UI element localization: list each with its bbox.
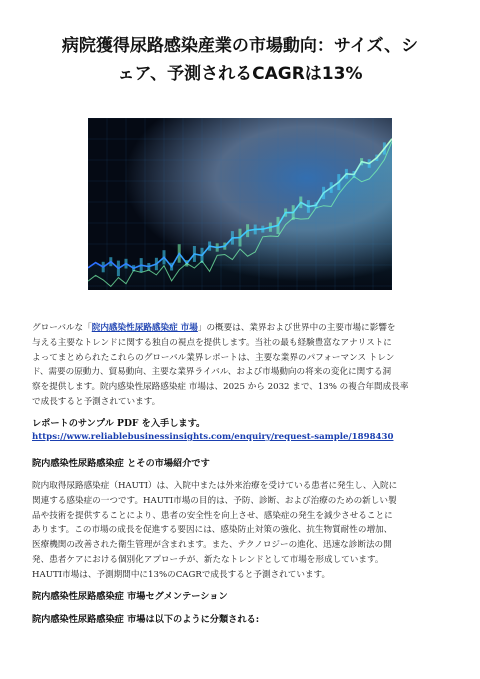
segmentation-heading: 院内感染性尿路感染症 市場セグメンテーション xyxy=(32,591,228,602)
intro-line-1 xyxy=(32,321,452,336)
body-line-2: 関連する感染症の一つです。HAUTI市場の目的は、予防、診断、および治療のための新しい製 xyxy=(32,495,397,506)
intro-heading: 院内感染性尿路感染症 とその市場紹介です xyxy=(32,458,210,469)
intro-line-5: 察を提供します。院内感染性尿路感染症 市場は、2025 から 2032 まで、13% の複合年間成長率 xyxy=(32,382,409,393)
body-line-6: 発、患者ケアにおける個別化アプローチが、新たなトレンドとして市場を形成しています。 xyxy=(32,554,384,565)
body-line-3: 品や技術を提供することにより、患者の安全性を向上させ、感染症の発生を減少させることに xyxy=(32,510,393,521)
page-title xyxy=(28,32,452,88)
body-line-7: HAUTI市場は、予測期間中に13%のCAGRで成長すると予測されています。 xyxy=(32,569,331,580)
intro-paragraph xyxy=(32,321,452,410)
title-line-1: 病院獲得尿路感染産業の市場動向：サイズ、シ xyxy=(61,36,419,56)
intro-line-1-before: グローバルな「 xyxy=(32,323,92,333)
market-description xyxy=(32,479,452,583)
intro-line-3: よってまとめられたこれらのグローバル業界レポートは、主要な業界のパフォーマンス トレン xyxy=(32,352,395,363)
intro-line-6: で成長すると予測されています。 xyxy=(32,396,161,407)
body-line-5: 医療機関の改善された衛生管理が含まれます。また、テクノロジーの進化、迅速な診断法の開 xyxy=(32,540,392,551)
body-line-4: あります。この市場の成長を促進する要因には、感染防止対策の強化、抗生物質耐性の増加、 xyxy=(32,525,393,536)
classification-heading: 院内感染性尿路感染症 市場は以下のように分類される: xyxy=(32,614,260,625)
sample-pdf-label: レポートのサンプル PDF を入手します。 xyxy=(32,418,206,429)
title-line-2: ェア、予測されるCAGRは13% xyxy=(117,64,363,84)
intro-line-4: ド、需要の原動力、貿易動向、主要な業界ライバル、および市場動向の将来の変化に関する洞 xyxy=(32,367,392,378)
intro-line-2: 与える主要なトレンドに関する独自の視点を提供します。当社の最も経験豊富なアナリストに xyxy=(32,337,392,348)
market-link[interactable]: 院内感染性尿路感染症 市場 xyxy=(91,323,198,333)
body-line-1: 院内取得尿路感染症（HAUTI）は、入院中または外来治療を受けている患者に発生し、入院に xyxy=(32,481,398,491)
financial-growth-chart-image xyxy=(88,118,392,290)
sample-pdf-link[interactable]: https://www.reliablebusinessinsights.com/enquiry/request-sample/1898430 xyxy=(32,432,394,442)
intro-line-1-after: 」の概要は、業界および世界中の主要市場に影響を xyxy=(197,323,396,333)
